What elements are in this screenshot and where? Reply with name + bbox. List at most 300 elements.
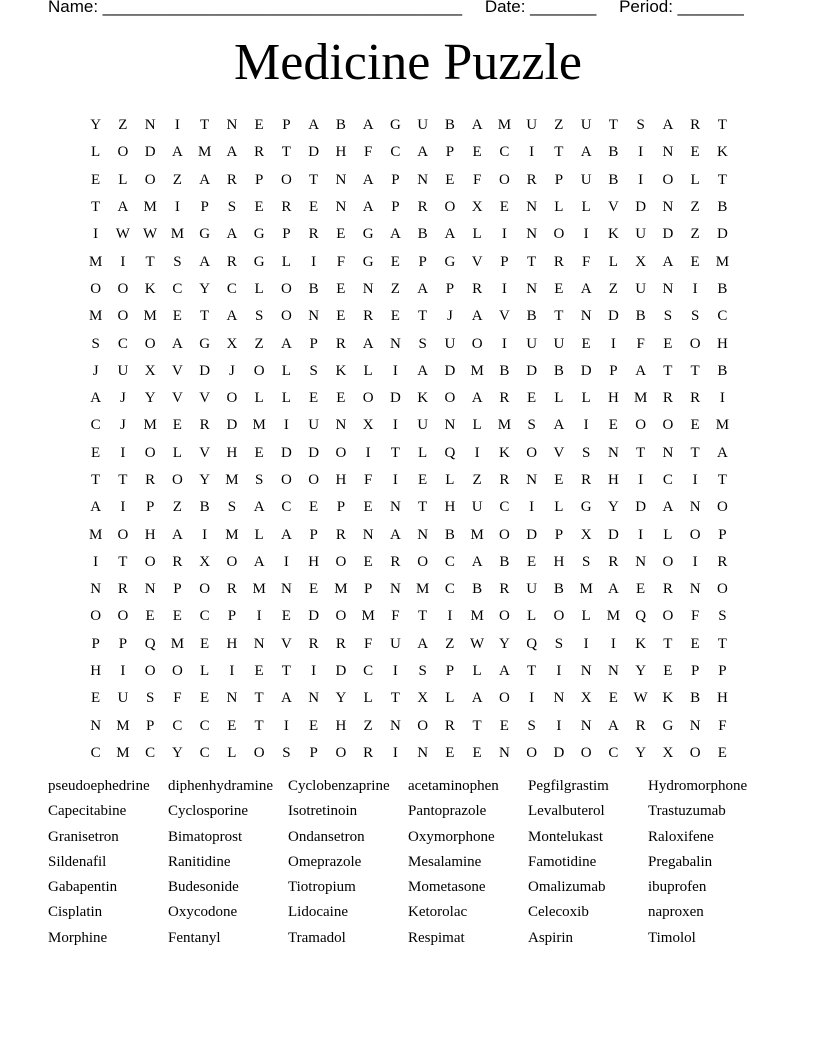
grid-letter[interactable]: L bbox=[472, 226, 482, 243]
grid-letter[interactable]: X bbox=[662, 744, 674, 761]
grid-letter[interactable]: J bbox=[119, 417, 126, 434]
grid-letter[interactable]: B bbox=[553, 362, 564, 379]
grid-letter[interactable]: L bbox=[554, 199, 564, 216]
grid-letter[interactable]: D bbox=[607, 308, 619, 325]
grid-letter[interactable]: L bbox=[445, 690, 455, 707]
grid-letter[interactable]: S bbox=[254, 472, 264, 488]
grid-letter[interactable]: O bbox=[716, 581, 728, 598]
grid-letter[interactable]: D bbox=[662, 226, 674, 243]
grid-letter[interactable]: L bbox=[472, 663, 482, 680]
grid-letter[interactable]: I bbox=[692, 553, 698, 570]
grid-letter[interactable]: N bbox=[662, 280, 674, 297]
grid-letter[interactable]: M bbox=[633, 390, 648, 407]
grid-letter[interactable]: I bbox=[229, 663, 235, 680]
grid-letter[interactable]: J bbox=[119, 390, 126, 407]
grid-letter[interactable]: O bbox=[553, 226, 565, 243]
grid-letter[interactable]: Y bbox=[199, 280, 211, 297]
grid-letter[interactable]: K bbox=[498, 444, 510, 461]
grid-letter[interactable]: A bbox=[226, 226, 238, 243]
grid-letter[interactable]: O bbox=[280, 308, 292, 325]
grid-letter[interactable]: F bbox=[718, 717, 727, 734]
grid-letter[interactable]: I bbox=[283, 717, 289, 734]
grid-letter[interactable]: N bbox=[444, 417, 456, 434]
grid-letter[interactable]: G bbox=[580, 499, 592, 516]
grid-letter[interactable]: U bbox=[417, 117, 429, 134]
grid-letter[interactable]: H bbox=[144, 526, 156, 543]
grid-letter[interactable]: E bbox=[91, 690, 101, 707]
grid-letter[interactable]: A bbox=[280, 335, 292, 352]
grid-letter[interactable]: N bbox=[662, 199, 674, 216]
grid-letter[interactable]: L bbox=[281, 362, 291, 379]
grid-letter[interactable]: E bbox=[336, 308, 346, 325]
grid-letter[interactable]: N bbox=[689, 581, 701, 598]
grid-letter[interactable]: R bbox=[472, 280, 483, 297]
grid-letter[interactable]: C bbox=[199, 717, 210, 734]
grid-letter[interactable]: R bbox=[117, 581, 128, 598]
grid-letter[interactable]: L bbox=[445, 472, 455, 488]
grid-letter[interactable]: V bbox=[171, 362, 183, 379]
grid-letter[interactable]: H bbox=[444, 499, 456, 516]
grid-letter[interactable]: S bbox=[418, 663, 427, 680]
grid-letter[interactable]: U bbox=[580, 171, 592, 188]
grid-letter[interactable]: I bbox=[120, 444, 126, 461]
grid-letter[interactable]: N bbox=[144, 581, 156, 598]
grid-letter[interactable]: Y bbox=[607, 499, 619, 516]
grid-letter[interactable]: U bbox=[635, 280, 647, 297]
grid-letter[interactable]: A bbox=[471, 308, 483, 325]
grid-letter[interactable]: A bbox=[580, 280, 592, 297]
grid-letter[interactable]: O bbox=[689, 744, 701, 761]
grid-letter[interactable]: V bbox=[280, 635, 292, 652]
grid-letter[interactable]: X bbox=[199, 553, 211, 570]
grid-letter[interactable]: A bbox=[471, 690, 483, 707]
grid-letter[interactable]: R bbox=[662, 390, 673, 407]
grid-letter[interactable]: I bbox=[120, 499, 126, 516]
grid-letter[interactable]: N bbox=[362, 526, 374, 543]
grid-letter[interactable]: U bbox=[471, 499, 483, 516]
grid-letter[interactable]: B bbox=[444, 117, 455, 134]
grid-letter[interactable]: Z bbox=[363, 717, 373, 734]
grid-letter[interactable]: A bbox=[199, 253, 211, 270]
grid-letter[interactable]: P bbox=[227, 608, 237, 625]
grid-letter[interactable]: U bbox=[635, 226, 647, 243]
grid-letter[interactable]: A bbox=[362, 117, 374, 134]
grid-letter[interactable]: P bbox=[609, 362, 618, 379]
grid-letter[interactable]: F bbox=[173, 690, 182, 707]
grid-letter[interactable]: U bbox=[526, 581, 538, 598]
grid-letter[interactable]: B bbox=[635, 308, 646, 325]
grid-letter[interactable]: E bbox=[499, 717, 509, 734]
grid-letter[interactable]: L bbox=[118, 171, 128, 188]
grid-letter[interactable]: A bbox=[308, 117, 320, 134]
grid-letter[interactable]: K bbox=[662, 690, 674, 707]
grid-letter[interactable]: T bbox=[118, 553, 128, 570]
grid-letter[interactable]: O bbox=[444, 390, 456, 407]
grid-letter[interactable]: N bbox=[526, 226, 538, 243]
grid-letter[interactable]: F bbox=[472, 171, 482, 188]
grid-letter[interactable]: P bbox=[718, 663, 727, 680]
grid-letter[interactable]: B bbox=[499, 553, 510, 570]
grid-letter[interactable]: I bbox=[529, 690, 535, 707]
grid-letter[interactable]: D bbox=[607, 526, 619, 543]
grid-letter[interactable]: I bbox=[474, 444, 480, 461]
grid-letter[interactable]: E bbox=[254, 663, 264, 680]
date-field[interactable]: Date: _______ bbox=[484, 0, 597, 16]
grid-letter[interactable]: A bbox=[253, 553, 265, 570]
grid-letter[interactable]: H bbox=[335, 717, 347, 734]
grid-letter[interactable]: P bbox=[554, 171, 564, 188]
grid-letter[interactable]: H bbox=[716, 335, 728, 352]
grid-letter[interactable]: B bbox=[717, 362, 728, 379]
grid-letter[interactable]: M bbox=[252, 581, 266, 598]
grid-letter[interactable]: D bbox=[389, 390, 401, 407]
grid-letter[interactable]: N bbox=[389, 499, 401, 516]
grid-letter[interactable]: O bbox=[280, 472, 292, 488]
grid-letter[interactable]: U bbox=[308, 417, 320, 434]
grid-letter[interactable]: E bbox=[418, 472, 428, 488]
grid-letter[interactable]: F bbox=[581, 253, 591, 270]
grid-letter[interactable]: T bbox=[527, 253, 537, 270]
grid-letter[interactable]: I bbox=[283, 417, 289, 434]
grid-letter[interactable]: L bbox=[254, 390, 264, 407]
grid-letter[interactable]: N bbox=[308, 690, 320, 707]
grid-letter[interactable]: C bbox=[717, 308, 728, 325]
grid-letter[interactable]: L bbox=[363, 690, 373, 707]
grid-letter[interactable]: E bbox=[445, 744, 455, 761]
grid-letter[interactable]: H bbox=[716, 690, 728, 707]
grid-letter[interactable]: T bbox=[118, 472, 128, 488]
grid-letter[interactable]: P bbox=[336, 499, 346, 516]
grid-letter[interactable]: N bbox=[335, 171, 347, 188]
grid-letter[interactable]: O bbox=[471, 335, 483, 352]
grid-letter[interactable]: H bbox=[335, 472, 347, 488]
grid-letter[interactable]: A bbox=[226, 308, 238, 325]
grid-letter[interactable]: I bbox=[719, 390, 725, 407]
grid-letter[interactable]: N bbox=[90, 581, 102, 598]
grid-letter[interactable]: T bbox=[200, 308, 210, 325]
grid-letter[interactable]: I bbox=[529, 499, 535, 516]
grid-letter[interactable]: K bbox=[635, 635, 647, 652]
grid-letter[interactable]: U bbox=[580, 117, 592, 134]
grid-letter[interactable]: I bbox=[638, 472, 644, 488]
grid-letter[interactable]: O bbox=[280, 171, 292, 188]
grid-letter[interactable]: V bbox=[199, 390, 211, 407]
grid-letter[interactable]: A bbox=[171, 335, 183, 352]
grid-letter[interactable]: T bbox=[200, 117, 210, 134]
grid-letter[interactable]: P bbox=[445, 280, 455, 297]
grid-letter[interactable]: O bbox=[144, 335, 156, 352]
grid-letter[interactable]: J bbox=[92, 362, 99, 379]
grid-letter[interactable]: G bbox=[199, 335, 211, 352]
grid-letter[interactable]: R bbox=[499, 390, 510, 407]
grid-letter[interactable]: L bbox=[581, 199, 591, 216]
grid-letter[interactable]: T bbox=[390, 444, 400, 461]
grid-letter[interactable]: O bbox=[362, 390, 374, 407]
grid-letter[interactable]: G bbox=[199, 226, 211, 243]
grid-letter[interactable]: J bbox=[228, 362, 235, 379]
grid-letter[interactable]: R bbox=[581, 472, 592, 488]
grid-letter[interactable]: X bbox=[580, 526, 592, 543]
grid-letter[interactable]: W bbox=[115, 226, 130, 243]
grid-letter[interactable]: O bbox=[498, 608, 510, 625]
grid-letter[interactable]: E bbox=[309, 199, 319, 216]
grid-letter[interactable]: O bbox=[253, 362, 265, 379]
grid-letter[interactable]: H bbox=[553, 553, 565, 570]
grid-letter[interactable]: R bbox=[226, 253, 237, 270]
grid-letter[interactable]: I bbox=[392, 744, 398, 761]
grid-letter[interactable]: C bbox=[390, 144, 401, 161]
grid-letter[interactable]: R bbox=[335, 635, 346, 652]
grid-letter[interactable]: I bbox=[610, 335, 616, 352]
grid-letter[interactable]: B bbox=[608, 144, 619, 161]
grid-letter[interactable]: T bbox=[254, 717, 264, 734]
grid-letter[interactable]: C bbox=[363, 663, 374, 680]
grid-letter[interactable]: U bbox=[444, 335, 456, 352]
grid-letter[interactable]: M bbox=[361, 608, 375, 625]
grid-letter[interactable]: L bbox=[254, 526, 264, 543]
grid-letter[interactable]: P bbox=[554, 526, 564, 543]
grid-letter[interactable]: M bbox=[88, 308, 103, 325]
grid-letter[interactable]: U bbox=[117, 690, 129, 707]
grid-letter[interactable]: H bbox=[226, 444, 238, 461]
grid-letter[interactable]: C bbox=[199, 744, 210, 761]
grid-letter[interactable]: E bbox=[608, 417, 618, 434]
grid-letter[interactable]: V bbox=[553, 444, 565, 461]
grid-letter[interactable]: O bbox=[171, 472, 183, 488]
grid-letter[interactable]: E bbox=[254, 199, 264, 216]
grid-letter[interactable]: I bbox=[638, 144, 644, 161]
grid-letter[interactable]: P bbox=[445, 144, 455, 161]
grid-letter[interactable]: M bbox=[715, 417, 730, 434]
grid-letter[interactable]: I bbox=[392, 663, 398, 680]
grid-letter[interactable]: T bbox=[636, 444, 646, 461]
grid-letter[interactable]: T bbox=[91, 199, 101, 216]
grid-letter[interactable]: T bbox=[717, 635, 727, 652]
grid-letter[interactable]: C bbox=[608, 744, 619, 761]
grid-letter[interactable]: K bbox=[417, 390, 429, 407]
grid-letter[interactable]: N bbox=[417, 744, 429, 761]
grid-letter[interactable]: G bbox=[662, 717, 674, 734]
grid-letter[interactable]: O bbox=[580, 744, 592, 761]
grid-letter[interactable]: O bbox=[498, 526, 510, 543]
grid-letter[interactable]: M bbox=[606, 608, 621, 625]
grid-letter[interactable]: A bbox=[607, 717, 619, 734]
grid-letter[interactable]: R bbox=[145, 472, 156, 488]
grid-letter[interactable]: A bbox=[389, 526, 401, 543]
grid-letter[interactable]: B bbox=[608, 171, 619, 188]
grid-letter[interactable]: T bbox=[281, 144, 291, 161]
grid-letter[interactable]: E bbox=[663, 335, 673, 352]
grid-letter[interactable]: M bbox=[252, 417, 266, 434]
grid-letter[interactable]: T bbox=[418, 308, 428, 325]
grid-letter[interactable]: B bbox=[526, 308, 537, 325]
grid-letter[interactable]: O bbox=[689, 526, 701, 543]
grid-letter[interactable]: E bbox=[200, 635, 210, 652]
grid-letter[interactable]: S bbox=[418, 335, 427, 352]
grid-letter[interactable]: T bbox=[608, 117, 618, 134]
grid-letter[interactable]: P bbox=[118, 635, 128, 652]
grid-letter[interactable]: A bbox=[226, 144, 238, 161]
grid-letter[interactable]: T bbox=[309, 171, 319, 188]
grid-letter[interactable]: T bbox=[390, 690, 400, 707]
grid-letter[interactable]: O bbox=[144, 444, 156, 461]
grid-letter[interactable]: O bbox=[716, 499, 728, 516]
grid-letter[interactable]: E bbox=[281, 608, 291, 625]
grid-letter[interactable]: N bbox=[335, 199, 347, 216]
grid-letter[interactable]: D bbox=[280, 444, 292, 461]
grid-letter[interactable]: P bbox=[363, 581, 373, 598]
grid-letter[interactable]: N bbox=[253, 635, 265, 652]
grid-letter[interactable]: O bbox=[417, 717, 429, 734]
grid-letter[interactable]: T bbox=[527, 663, 537, 680]
grid-letter[interactable]: W bbox=[143, 226, 158, 243]
grid-letter[interactable]: E bbox=[690, 635, 700, 652]
grid-letter[interactable]: B bbox=[417, 226, 428, 243]
grid-letter[interactable]: K bbox=[144, 280, 156, 297]
grid-letter[interactable]: P bbox=[309, 526, 318, 543]
grid-letter[interactable]: X bbox=[635, 253, 647, 270]
grid-letter[interactable]: E bbox=[309, 390, 319, 407]
grid-letter[interactable]: N bbox=[308, 308, 320, 325]
grid-letter[interactable]: R bbox=[444, 717, 455, 734]
grid-letter[interactable]: M bbox=[470, 362, 484, 379]
grid-letter[interactable]: I bbox=[392, 417, 398, 434]
grid-letter[interactable]: B bbox=[717, 280, 728, 297]
grid-letter[interactable]: P bbox=[445, 663, 455, 680]
grid-letter[interactable]: E bbox=[145, 608, 155, 625]
grid-letter[interactable]: M bbox=[334, 581, 348, 598]
grid-letter[interactable]: A bbox=[253, 499, 265, 516]
grid-letter[interactable]: O bbox=[662, 171, 674, 188]
grid-letter[interactable]: N bbox=[553, 690, 565, 707]
grid-letter[interactable]: T bbox=[281, 663, 291, 680]
grid-letter[interactable]: M bbox=[116, 717, 130, 734]
grid-letter[interactable]: Z bbox=[445, 635, 455, 652]
grid-letter[interactable]: M bbox=[170, 635, 185, 652]
grid-letter[interactable]: E bbox=[581, 335, 591, 352]
grid-letter[interactable]: R bbox=[335, 335, 346, 352]
grid-letter[interactable]: O bbox=[90, 280, 102, 297]
grid-letter[interactable]: A bbox=[417, 144, 429, 161]
grid-letter[interactable]: E bbox=[390, 308, 400, 325]
grid-letter[interactable]: E bbox=[254, 117, 264, 134]
grid-letter[interactable]: S bbox=[145, 690, 155, 707]
grid-letter[interactable]: M bbox=[88, 253, 103, 270]
grid-letter[interactable]: N bbox=[389, 717, 401, 734]
grid-letter[interactable]: H bbox=[335, 144, 347, 161]
grid-letter[interactable]: P bbox=[282, 226, 291, 243]
grid-letter[interactable]: I bbox=[638, 526, 644, 543]
grid-letter[interactable]: E bbox=[91, 171, 101, 188]
grid-letter[interactable]: A bbox=[362, 199, 374, 216]
grid-letter[interactable]: L bbox=[281, 253, 291, 270]
grid-letter[interactable]: I bbox=[311, 253, 317, 270]
grid-letter[interactable]: O bbox=[335, 553, 347, 570]
grid-letter[interactable]: B bbox=[472, 581, 483, 598]
grid-letter[interactable]: A bbox=[553, 417, 565, 434]
grid-letter[interactable]: T bbox=[472, 717, 482, 734]
grid-letter[interactable]: F bbox=[363, 144, 373, 161]
grid-letter[interactable]: P bbox=[418, 253, 427, 270]
grid-letter[interactable]: N bbox=[689, 717, 701, 734]
grid-letter[interactable]: M bbox=[225, 526, 239, 543]
grid-letter[interactable]: C bbox=[172, 717, 183, 734]
grid-letter[interactable]: U bbox=[526, 117, 538, 134]
grid-letter[interactable]: Y bbox=[199, 472, 211, 488]
grid-letter[interactable]: T bbox=[418, 608, 428, 625]
grid-letter[interactable]: H bbox=[308, 553, 320, 570]
grid-letter[interactable]: R bbox=[499, 581, 510, 598]
grid-letter[interactable]: R bbox=[335, 526, 346, 543]
grid-letter[interactable]: T bbox=[554, 144, 564, 161]
grid-letter[interactable]: N bbox=[417, 171, 429, 188]
grid-letter[interactable]: R bbox=[226, 171, 237, 188]
grid-letter[interactable]: O bbox=[226, 553, 238, 570]
grid-letter[interactable]: O bbox=[90, 608, 102, 625]
grid-letter[interactable]: G bbox=[362, 253, 374, 270]
grid-letter[interactable]: O bbox=[635, 417, 647, 434]
grid-letter[interactable]: L bbox=[554, 499, 564, 516]
name-field[interactable]: Name: ______________________________________ bbox=[48, 0, 463, 16]
grid-letter[interactable]: D bbox=[199, 362, 211, 379]
grid-letter[interactable]: N bbox=[526, 280, 538, 297]
grid-letter[interactable]: A bbox=[662, 499, 674, 516]
grid-letter[interactable]: A bbox=[90, 390, 102, 407]
grid-letter[interactable]: H bbox=[607, 390, 619, 407]
grid-letter[interactable]: O bbox=[117, 608, 129, 625]
grid-letter[interactable]: Q bbox=[444, 444, 456, 461]
grid-letter[interactable]: A bbox=[199, 171, 211, 188]
grid-letter[interactable]: M bbox=[470, 526, 484, 543]
grid-letter[interactable]: T bbox=[717, 117, 727, 134]
grid-letter[interactable]: C bbox=[662, 472, 673, 488]
grid-letter[interactable]: S bbox=[527, 717, 536, 734]
grid-letter[interactable]: S bbox=[690, 308, 700, 325]
grid-letter[interactable]: E bbox=[636, 581, 646, 598]
grid-letter[interactable]: N bbox=[580, 663, 592, 680]
grid-letter[interactable]: P bbox=[391, 199, 400, 216]
grid-letter[interactable]: O bbox=[117, 280, 129, 297]
grid-letter[interactable]: N bbox=[389, 335, 401, 352]
grid-letter[interactable]: E bbox=[690, 417, 700, 434]
grid-letter[interactable]: R bbox=[417, 199, 428, 216]
grid-letter[interactable]: M bbox=[415, 581, 430, 598]
grid-letter[interactable]: W bbox=[633, 690, 648, 707]
grid-letter[interactable]: R bbox=[254, 144, 265, 161]
grid-letter[interactable]: L bbox=[554, 390, 564, 407]
grid-letter[interactable]: M bbox=[579, 581, 593, 598]
grid-letter[interactable]: I bbox=[529, 144, 535, 161]
grid-letter[interactable]: O bbox=[280, 280, 292, 297]
grid-letter[interactable]: S bbox=[227, 199, 237, 216]
grid-letter[interactable]: L bbox=[418, 444, 428, 461]
grid-letter[interactable]: E bbox=[336, 226, 346, 243]
grid-letter[interactable]: U bbox=[117, 362, 129, 379]
grid-letter[interactable]: P bbox=[145, 499, 155, 516]
grid-letter[interactable]: A bbox=[662, 253, 674, 270]
grid-letter[interactable]: X bbox=[144, 362, 156, 379]
grid-letter[interactable]: Y bbox=[635, 744, 647, 761]
grid-letter[interactable]: P bbox=[391, 171, 400, 188]
grid-letter[interactable]: N bbox=[417, 526, 429, 543]
grid-letter[interactable]: T bbox=[663, 362, 673, 379]
grid-letter[interactable]: P bbox=[309, 335, 318, 352]
grid-letter[interactable]: C bbox=[281, 499, 292, 516]
grid-letter[interactable]: T bbox=[690, 444, 700, 461]
grid-letter[interactable]: D bbox=[444, 362, 456, 379]
grid-letter[interactable]: R bbox=[308, 635, 319, 652]
grid-letter[interactable]: I bbox=[311, 663, 317, 680]
